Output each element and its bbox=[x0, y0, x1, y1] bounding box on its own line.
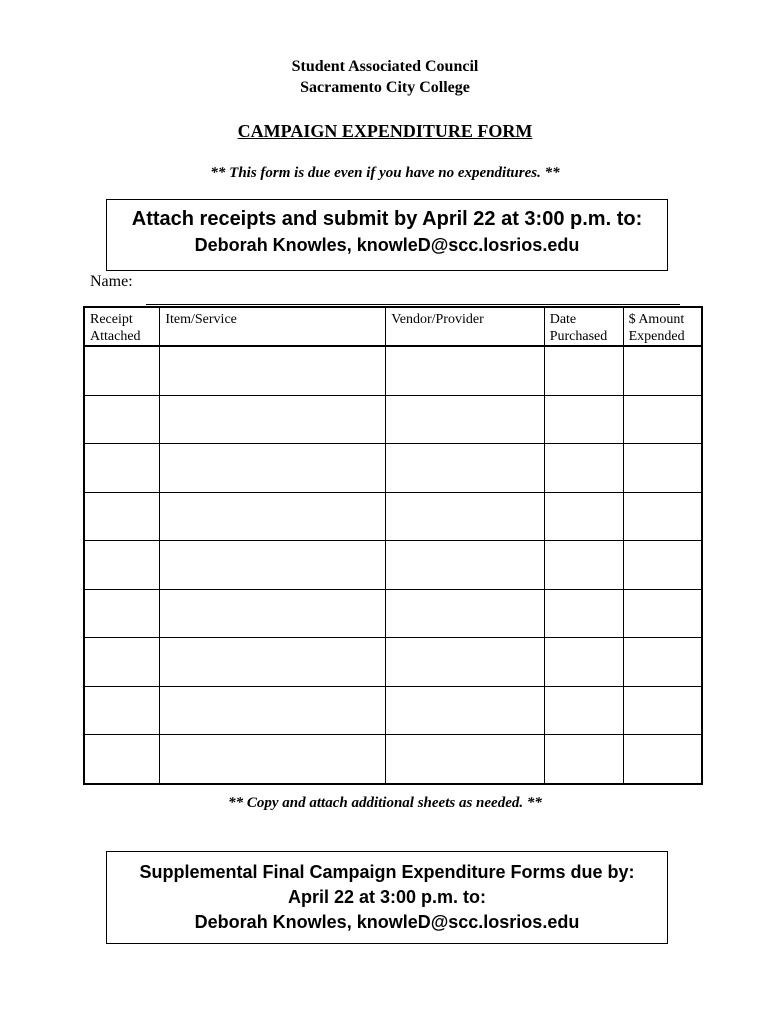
column-header-receipt: Receipt Attached bbox=[84, 307, 160, 346]
vendor-cell[interactable] bbox=[386, 492, 545, 541]
column-header-item: Item/Service bbox=[160, 307, 386, 346]
table-row bbox=[84, 589, 702, 638]
date-cell[interactable] bbox=[544, 638, 623, 687]
vendor-cell[interactable] bbox=[386, 638, 545, 687]
amount-cell[interactable] bbox=[623, 638, 702, 687]
amount-cell[interactable] bbox=[623, 686, 702, 735]
receipt-cell[interactable] bbox=[84, 395, 160, 444]
item-cell[interactable] bbox=[160, 346, 386, 395]
amount-cell[interactable] bbox=[623, 589, 702, 638]
receipt-cell[interactable] bbox=[84, 735, 160, 784]
submit-instructions-box bbox=[106, 199, 668, 271]
table-row bbox=[84, 541, 702, 590]
supplemental-line2: April 22 at 3:00 p.m. to: bbox=[287, 887, 487, 907]
table-row bbox=[84, 346, 702, 395]
table-row bbox=[84, 395, 702, 444]
submit-instructions-line2: Deborah Knowles, knowleD@scc.losrios.edu bbox=[194, 235, 580, 255]
column-header-date: Date Purchased bbox=[544, 307, 623, 346]
date-cell[interactable] bbox=[544, 686, 623, 735]
vendor-cell[interactable] bbox=[386, 395, 545, 444]
receipt-cell[interactable] bbox=[84, 541, 160, 590]
date-cell[interactable] bbox=[544, 492, 623, 541]
receipt-cell[interactable] bbox=[84, 638, 160, 687]
receipt-cell[interactable] bbox=[84, 444, 160, 493]
item-cell[interactable] bbox=[160, 589, 386, 638]
item-cell[interactable] bbox=[160, 735, 386, 784]
date-cell[interactable] bbox=[544, 346, 623, 395]
amount-cell[interactable] bbox=[623, 395, 702, 444]
supplemental-line1: Supplemental Final Campaign Expenditure Forms due by: bbox=[139, 862, 635, 882]
date-cell[interactable] bbox=[544, 735, 623, 784]
table-row bbox=[84, 638, 702, 687]
amount-cell[interactable] bbox=[623, 541, 702, 590]
form-title: CAMPAIGN EXPENDITURE FORM bbox=[237, 121, 533, 141]
date-cell[interactable] bbox=[544, 589, 623, 638]
receipt-cell[interactable] bbox=[84, 492, 160, 541]
item-cell[interactable] bbox=[160, 444, 386, 493]
date-cell[interactable] bbox=[544, 541, 623, 590]
due-note: ** This form is due even if you have no expenditures. ** bbox=[210, 165, 560, 181]
amount-cell[interactable] bbox=[623, 735, 702, 784]
receipt-cell[interactable] bbox=[84, 346, 160, 395]
amount-cell[interactable] bbox=[623, 346, 702, 395]
item-cell[interactable] bbox=[160, 541, 386, 590]
column-header-amount: $ Amount Expended bbox=[623, 307, 702, 346]
expenditure-table bbox=[83, 306, 703, 785]
name-label: Name: bbox=[90, 273, 133, 290]
vendor-cell[interactable] bbox=[386, 444, 545, 493]
amount-cell[interactable] bbox=[623, 492, 702, 541]
item-cell[interactable] bbox=[160, 638, 386, 687]
column-header-vendor: Vendor/Provider bbox=[386, 307, 545, 346]
receipt-cell[interactable] bbox=[84, 686, 160, 735]
vendor-cell[interactable] bbox=[386, 589, 545, 638]
supplemental-line3: Deborah Knowles, knowleD@scc.losrios.edu bbox=[194, 912, 580, 932]
item-cell[interactable] bbox=[160, 686, 386, 735]
vendor-cell[interactable] bbox=[386, 735, 545, 784]
date-cell[interactable] bbox=[544, 395, 623, 444]
table-row bbox=[84, 444, 702, 493]
receipt-cell[interactable] bbox=[84, 589, 160, 638]
vendor-cell[interactable] bbox=[386, 346, 545, 395]
item-cell[interactable] bbox=[160, 492, 386, 541]
submit-instructions-line1: Attach receipts and submit by April 22 at 3:00 p.m. to: bbox=[131, 208, 643, 230]
copy-note: ** Copy and attach additional sheets as needed. ** bbox=[228, 795, 542, 811]
table-header-row bbox=[84, 307, 702, 346]
supplemental-instructions-box bbox=[106, 851, 668, 944]
name-field[interactable] bbox=[146, 288, 680, 305]
vendor-cell[interactable] bbox=[386, 686, 545, 735]
org-name: Student Associated Council bbox=[291, 58, 479, 75]
table-row bbox=[84, 492, 702, 541]
date-cell[interactable] bbox=[544, 444, 623, 493]
vendor-cell[interactable] bbox=[386, 541, 545, 590]
amount-cell[interactable] bbox=[623, 444, 702, 493]
table-row bbox=[84, 735, 702, 784]
college-name: Sacramento City College bbox=[300, 79, 470, 96]
item-cell[interactable] bbox=[160, 395, 386, 444]
table-row bbox=[84, 686, 702, 735]
